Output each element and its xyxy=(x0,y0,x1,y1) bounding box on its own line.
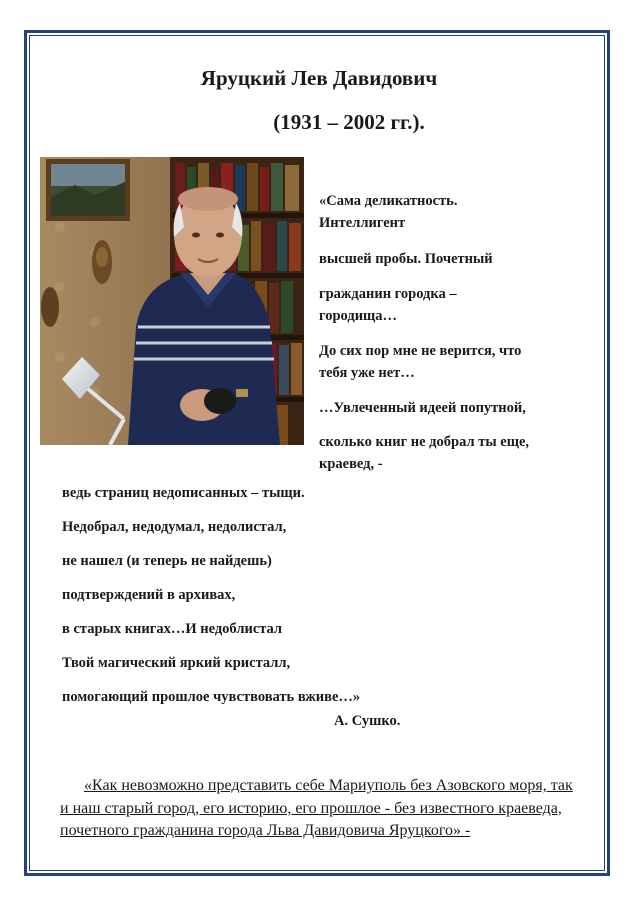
portrait-photo xyxy=(40,157,304,445)
poem-line: высшей пробы. Почетный xyxy=(319,251,493,267)
poem-line: гражданин городка – xyxy=(319,286,457,302)
poem-line: До сих пор мне не верится, что xyxy=(319,343,522,359)
poem-author: А. Сушко. xyxy=(334,713,401,729)
poem-line: Интеллигент xyxy=(319,215,406,231)
poem-line: городища… xyxy=(319,308,398,324)
poem-line: подтверждений в архивах, xyxy=(62,587,236,603)
poem-line: в старых книгах…И недоблистал xyxy=(62,621,283,637)
poem-line: «Сама деликатность. xyxy=(319,193,458,209)
poem-line: краевед, - xyxy=(319,456,383,472)
page-title: Яруцкий Лев Давидович xyxy=(200,66,438,90)
life-dates: (1931 – 2002 гг.). xyxy=(273,110,425,134)
poem-line: тебя уже нет… xyxy=(319,365,415,381)
poem-line: ведь страниц недописанных – тыщи. xyxy=(62,485,305,501)
poem-line: не нашел (и теперь не найдешь) xyxy=(62,553,272,569)
poem-line: сколько книг не добрал ты еще, xyxy=(319,434,530,450)
poem-line: помогающий прошлое чувствовать вживе…» xyxy=(62,689,361,705)
quote-paragraph: «Как невозможно представить себе Мариуполь без Азовского моря, так и наш старый город, его историю, его прошлое - без известного краеведа, почетного гражданина города Льва Давидовича Яруцкого» - xyxy=(60,777,573,839)
poem-line: Твой магический яркий кристалл, xyxy=(62,655,291,671)
poem-line: Недобрал, недодумал, недолистал, xyxy=(62,519,287,535)
poem-line: …Увлеченный идеей попутной, xyxy=(319,400,526,416)
